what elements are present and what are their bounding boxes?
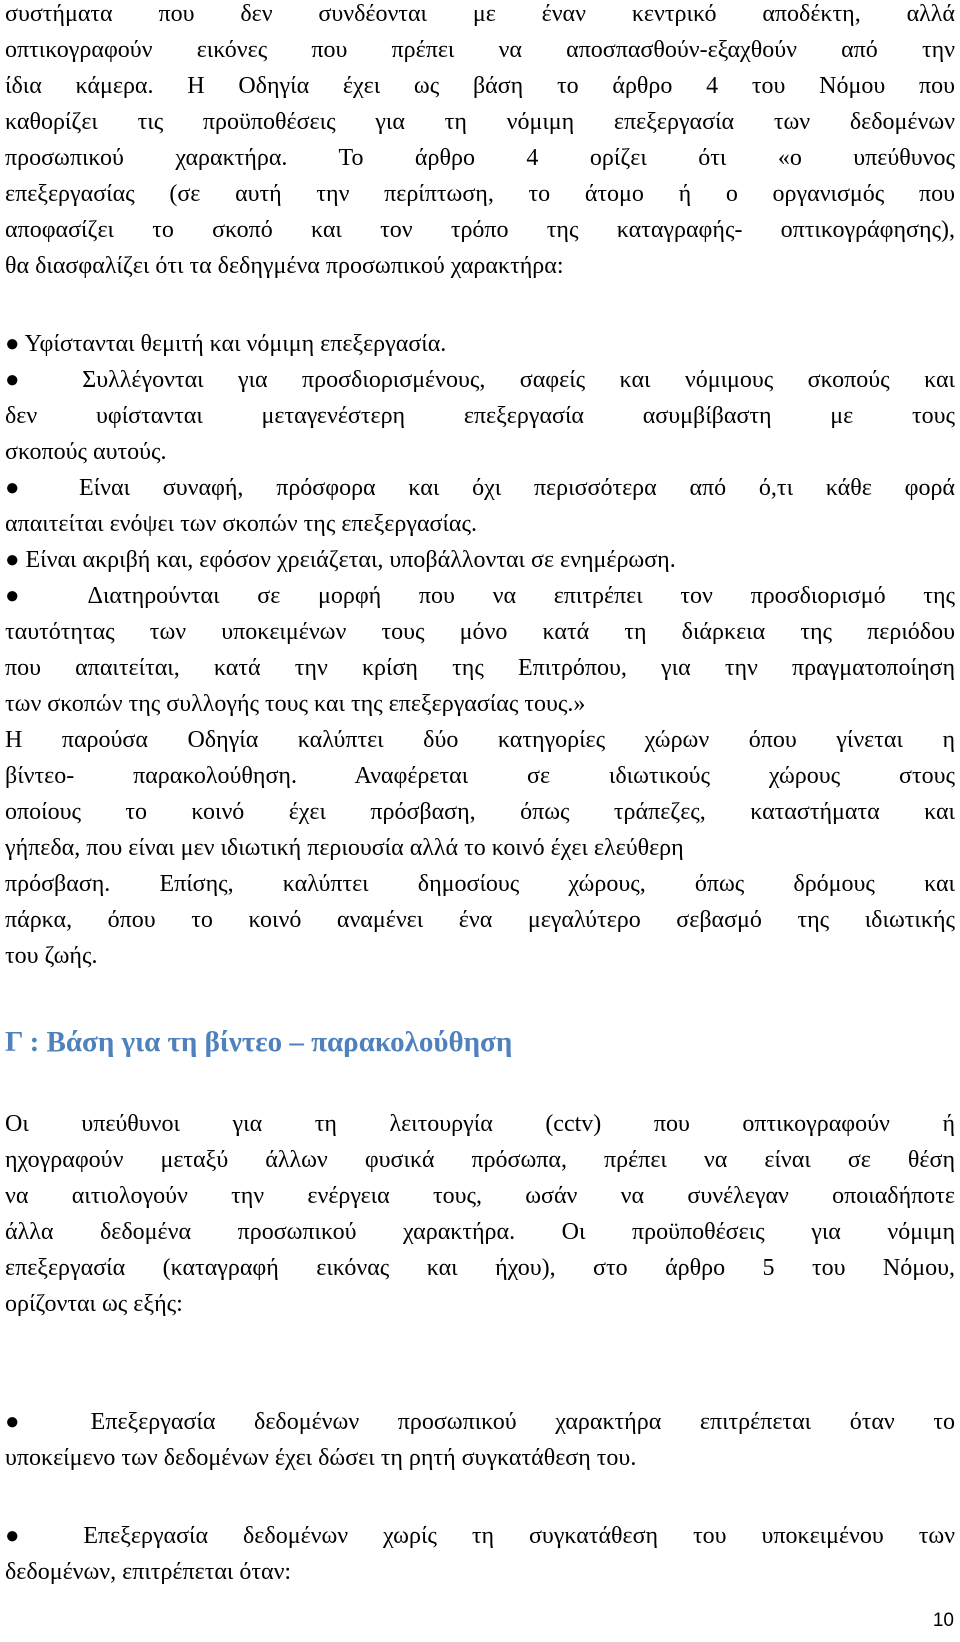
list-item: ● Είναι συναφή, πρόσφορα και όχι περισσότερα από ό,τι κάθε φορά: [5, 475, 955, 501]
text-line: να αιτιολογούν την ενέργεια τους, ωσάν να συνέλεγαν οποιαδήποτε: [5, 1183, 955, 1209]
text-line: θα διασφαλίζει ότι τα δεδηγμένα προσωπικού χαρακτήρα:: [5, 253, 564, 279]
list-item-continuation: των σκοπών της συλλογής τους και της επεξεργασίας τους.»: [5, 691, 586, 717]
list-item-continuation: που απαιτείται, κατά την κρίση της Επιτρόπου, για την πραγματοποίηση: [5, 655, 955, 681]
text-line: οποίους το κοινό έχει πρόσβαση, όπως τράπεζες, καταστήματα και: [5, 799, 955, 825]
text-line: ηχογραφούν μεταξύ άλλων φυσικά πρόσωπα, πρέπει να είναι σε θέση: [5, 1147, 955, 1173]
text-line: πάρκα, όπου το κοινό αναμένει ένα μεγαλύτερο σεβασμό της ιδιωτικής: [5, 907, 955, 933]
list-item-continuation: σκοπούς αυτούς.: [5, 439, 167, 465]
list-item: ● Είναι ακριβή και, εφόσον χρειάζεται, υποβάλλονται σε ενημέρωση.: [5, 547, 676, 573]
text-line: επεξεργασία (καταγραφή εικόνας και ήχου), στο άρθρο 5 του Νόμου,: [5, 1255, 955, 1281]
text-line: πρόσβαση. Επίσης, καλύπτει δημοσίους χώρους, όπως δρόμους και: [5, 871, 955, 897]
list-item-continuation: δεν υφίστανται μεταγενέστερη επεξεργασία ασυμβίβαστη με τους: [5, 403, 955, 429]
text-line: συστήματα που δεν συνδέονται με έναν κεντρικό αποδέκτη, αλλά: [5, 1, 955, 27]
section-heading: Γ : Βάση για τη βίντεο – παρακολούθηση: [5, 1026, 513, 1058]
text-line: ίδια κάμερα. Η Οδηγία έχει ως βάση το άρθρο 4 του Νόμου που: [5, 73, 955, 99]
text-line: γήπεδα, που είναι μεν ιδιωτική περιουσία αλλά το κοινό έχει ελεύθερη: [5, 835, 684, 861]
list-item-continuation: απαιτείται ενόψει των σκοπών της επεξεργασίας.: [5, 511, 478, 537]
text-line: επεξεργασίας (σε αυτή την περίπτωση, το άτομο ή ο οργανισμός που: [5, 181, 955, 207]
text-line: βίντεο- παρακολούθηση. Αναφέρεται σε ιδιωτικούς χώρους στους: [5, 763, 955, 789]
list-item: ● Υφίστανται θεμιτή και νόμιμη επεξεργασία.: [5, 331, 447, 357]
list-item: ● Επεξεργασία δεδομένων χωρίς τη συγκατάθεση του υποκειμένου των: [5, 1523, 955, 1549]
text-line: ορίζονται ως εξής:: [5, 1291, 183, 1317]
list-item: ● Συλλέγονται για προσδιορισμένους, σαφείς και νόμιμους σκοπούς και: [5, 367, 955, 393]
page-number: 10: [932, 1610, 954, 1631]
text-line: Οι υπεύθυνοι για τη λειτουργία (cctv) που οπτικογραφούν ή: [5, 1111, 955, 1137]
list-item-continuation: υποκείμενο των δεδομένων έχει δώσει τη ρητή συγκατάθεση του.: [5, 1445, 637, 1471]
text-line: προσωπικού χαρακτήρα. Το άρθρο 4 ορίζει ότι «ο υπεύθυνος: [5, 145, 955, 171]
text-line: άλλα δεδομένα προσωπικού χαρακτήρα. Οι προϋποθέσεις για νόμιμη: [5, 1219, 955, 1245]
text-line: του ζωής.: [5, 943, 98, 969]
list-item-continuation: ταυτότητας των υποκειμένων τους μόνο κατά τη διάρκεια της περιόδου: [5, 619, 955, 645]
text-line: οπτικογραφούν εικόνες που πρέπει να αποσπασθούν-εξαχθούν από την: [5, 37, 955, 63]
list-item-continuation: δεδομένων, επιτρέπεται όταν:: [5, 1559, 292, 1585]
list-item: ● Επεξεργασία δεδομένων προσωπικού χαρακτήρα επιτρέπεται όταν το: [5, 1409, 955, 1435]
list-item: ● Διατηρούνται σε μορφή που να επιτρέπει τον προσδιορισμό της: [5, 583, 955, 609]
text-line: Η παρούσα Οδηγία καλύπτει δύο κατηγορίες χώρων όπου γίνεται η: [5, 727, 955, 753]
text-line: καθορίζει τις προϋποθέσεις για τη νόμιμη επεξεργασία των δεδομένων: [5, 109, 955, 135]
text-line: αποφασίζει το σκοπό και τον τρόπο της καταγραφής- οπτικογράφησης),: [5, 217, 955, 243]
